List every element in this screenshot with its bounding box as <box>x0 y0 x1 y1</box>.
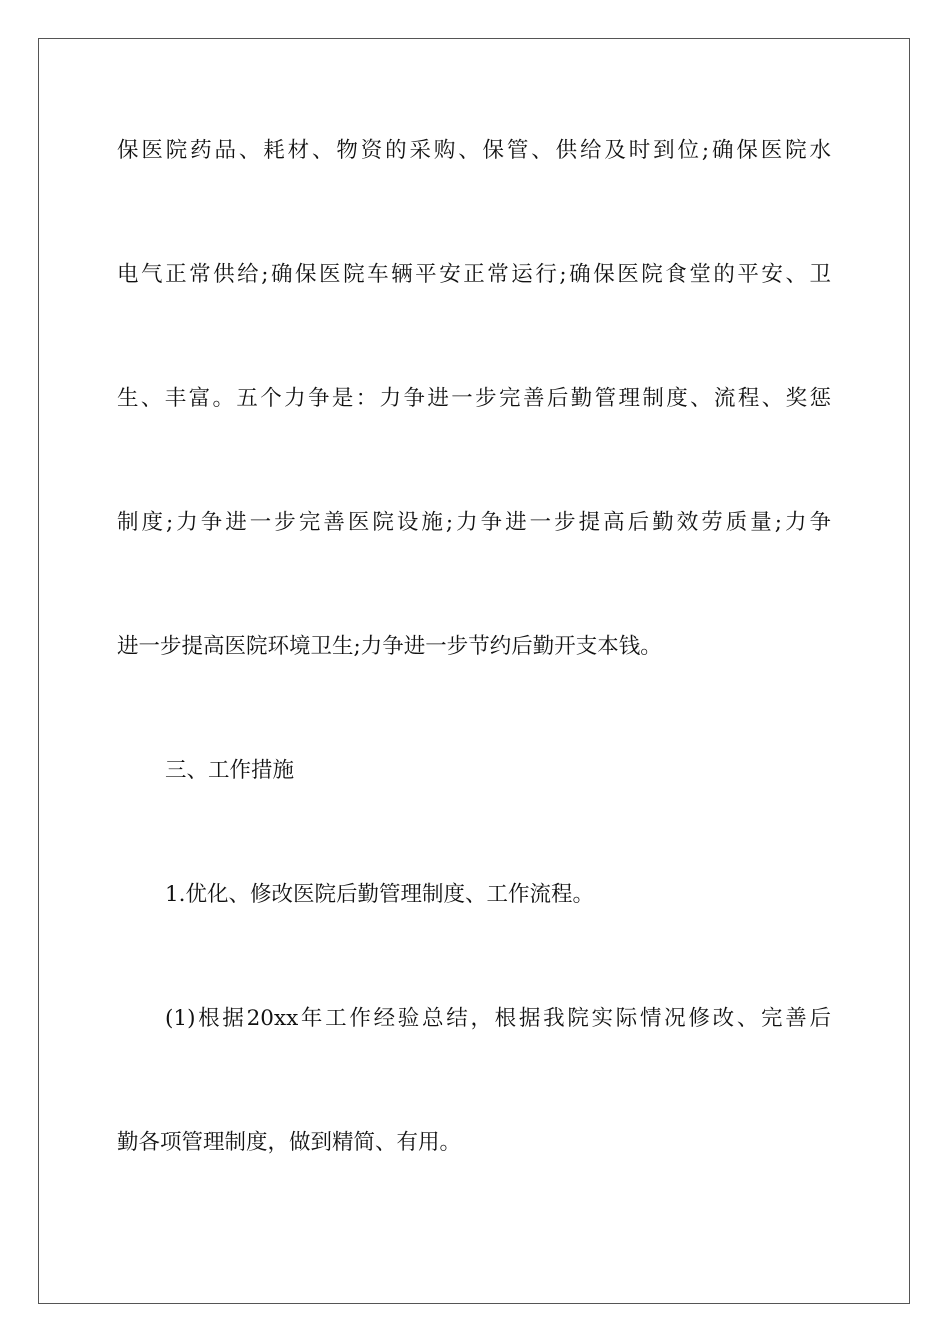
paragraph-line-1: (1)根据20xx年工作经验总结，根据我院实际情况修改、完善后 <box>165 1006 831 1031</box>
body-text-line-5: 进一步提高医院环境卫生;力争进一步节约后勤开支本钱。 <box>117 634 662 659</box>
paragraph-line-2: 勤各项管理制度，做到精简、有用。 <box>117 1130 462 1155</box>
body-text-line-1: 保医院药品、耗材、物资的采购、保管、供给及时到位;确保医院水 <box>117 138 831 163</box>
item-heading: 1.优化、修改医院后勤管理制度、工作流程。 <box>165 882 595 907</box>
section-heading: 三、工作措施 <box>165 758 295 783</box>
body-text-line-4: 制度;力争进一步完善医院设施;力争进一步提高后勤效劳质量;力争 <box>117 510 831 535</box>
body-text-line-2: 电气正常供给;确保医院车辆平安正常运行;确保医院食堂的平安、卫 <box>117 262 831 287</box>
body-text-line-3: 生、丰富。五个力争是：力争进一步完善后勤管理制度、流程、奖惩 <box>117 386 831 411</box>
page-border <box>38 38 910 1304</box>
